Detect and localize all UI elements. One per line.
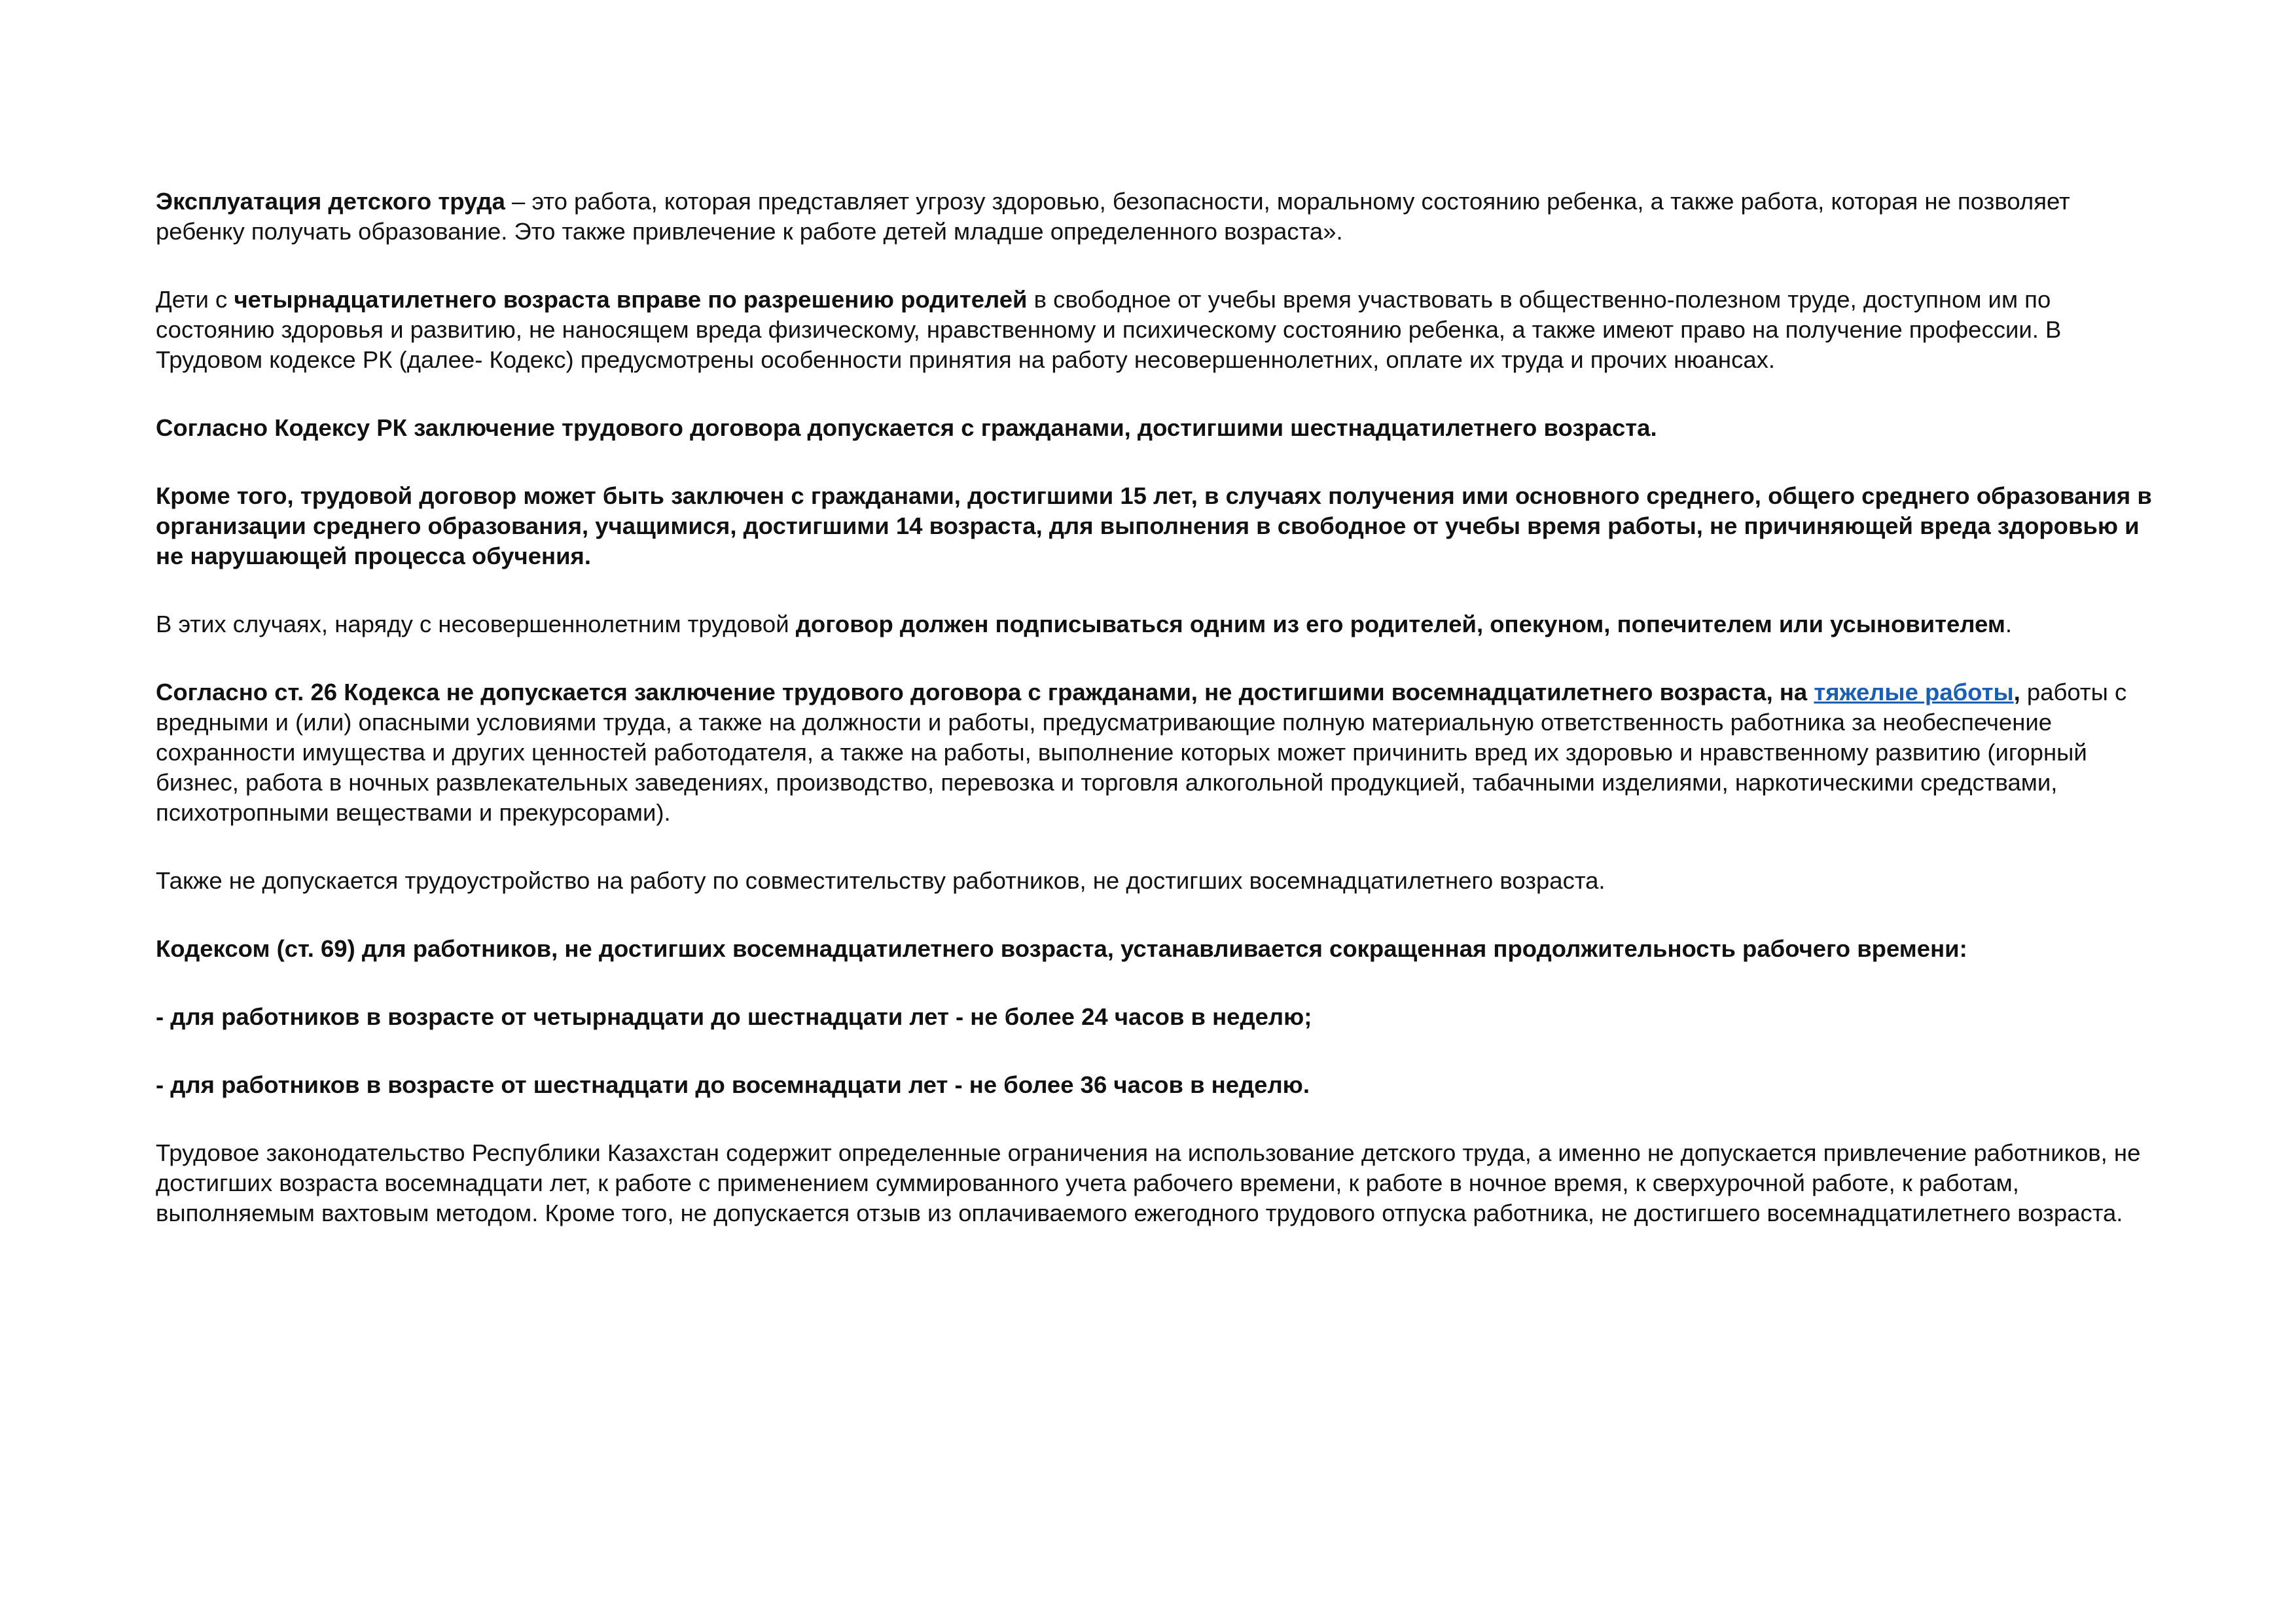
article-26-emphasis: Согласно ст. 26 Кодекса не допускается заключение трудового договора с гражданами, не достигшими восемнадцатилетнего возраста, на <box>156 679 1814 705</box>
paragraph-part-time: Также не допускается трудоустройство на работу по совместительству работников, не достигших восемнадцатилетнего возраста. <box>156 867 1605 894</box>
heavy-work-link[interactable]: тяжелые работы <box>1814 679 2014 705</box>
definition-text: – это работа, которая представляет угрозу здоровью, безопасности, моральному состоянию ребенка, а также работа, которая не позволяет ребенку получать образование. Это также привлечение к работе детей младше определенного возраста». <box>156 188 2070 245</box>
paragraph-article-69: Кодексом (ст. 69) для работников, не достигших восемнадцатилетнего возраста, устанавливается сокращенная продолжительность рабочего времени: <box>156 935 1967 962</box>
list-item-hours-14-16: - для работников в возрасте от четырнадцати до шестнадцати лет - не более 24 часов в неделю; <box>156 1003 1312 1030</box>
document-body <box>156 187 2160 1266</box>
paragraph-text-rest: работы с вредными и (или) опасными условиями труда, а также на должности и работы, предусматривающие полную материальную ответственность работника за необеспечение сохранности имущества и других ценностей работодателя, а также на работы, выполнение которых может причинить вред их здоровью и нравственному развитию (игорный бизнес, работа в ночных развлекательных заведениях, производство, перевозка и торговля алкогольной продукцией, табачными изделиями, наркотическими средствами, психотропными веществами и прекурсорами). <box>156 679 2127 826</box>
signature-requirement-emphasis: договор должен подписываться одним из его родителей, опекуном, попечителем или усыновителем <box>795 611 2005 637</box>
paragraph-age-fourteen <box>156 285 2160 375</box>
paragraph-text-start: В этих случаях, наряду с несовершеннолетним трудовой <box>156 611 796 637</box>
parental-permission-emphasis: четырнадцатилетнего возраста вправе по разрешению родителей <box>234 286 1028 313</box>
paragraph-text-start: Дети с <box>156 286 234 313</box>
paragraph-text-rest: в свободное от учебы время участвовать в общественно-полезном труде, доступном им по состоянию здоровья и развитию, не наносящем вреда физическому, нравственному и психическому состоянию ребенка, а также имеют право на получение профессии. В Трудовом кодексе РК (далее- Кодекс) предусмотрены особенности принятия на работу несовершеннолетних, оплате их труда и прочих нюансах. <box>156 286 2062 373</box>
paragraph-contract-sixteen: Согласно Кодексу РК заключение трудового договора допускается с гражданами, достигшими шестнадцатилетнего возраста. <box>156 414 1657 441</box>
paragraph-definition <box>156 187 2160 247</box>
paragraph-parent-signature <box>156 609 2160 639</box>
term-child-labor-exploitation: Эксплуатация детского труда <box>156 188 505 215</box>
link-comma: , <box>2013 679 2020 705</box>
paragraph-contract-fifteen: Кроме того, трудовой договор может быть заключен с гражданами, достигшими 15 лет, в случаях получения ими основного среднего, общего среднего образования в организации среднего образования, учащимися, достигшими 14 возраста, для выполнения в свободное от учебы время работы, не причиняющей вреда здоровью и не нарушающей процесса обучения. <box>156 482 2152 569</box>
paragraph-period: . <box>2005 611 2012 637</box>
list-item-hours-16-18: - для работников в возрасте от шестнадцати до восемнадцати лет - не более 36 часов в неделю. <box>156 1071 1310 1098</box>
paragraph-article-26 <box>156 677 2160 828</box>
paragraph-restrictions: Трудовое законодательство Республики Казахстан содержит определенные ограничения на использование детского труда, а именно не допускается привлечение работников, не достигших возраста восемнадцати лет, к работе с применением суммированного учета рабочего времени, к работе в ночное время, к сверхурочной работе, к работам, выполняемым вахтовым методом. Кроме того, не допускается отзыв из оплачиваемого ежегодного трудового отпуска работника, не достигшего восемнадцатилетнего возраста. <box>156 1139 2141 1226</box>
